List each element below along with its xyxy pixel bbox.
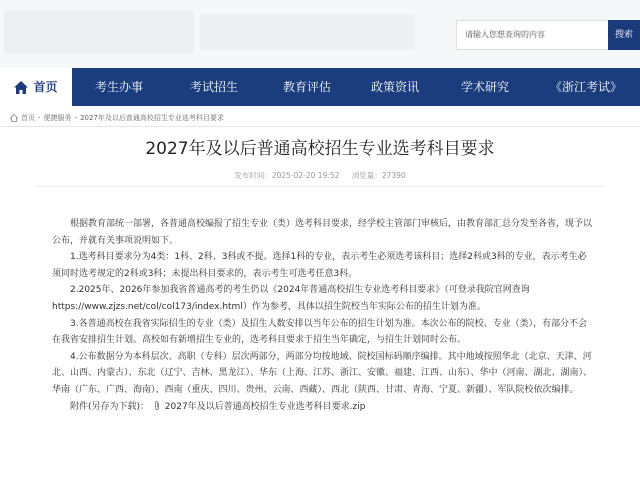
page-title: 2027年及以后普通高校招生专业选考科目要求 [145, 139, 495, 159]
breadcrumb-separator: - [38, 114, 41, 122]
search-button[interactable]: 搜索 [608, 20, 640, 50]
paperclip-icon [154, 401, 160, 410]
attachment-download-link[interactable]: 2027年及以后普通高校招生专业选考科目要求.zip [164, 401, 366, 412]
publish-time: 发布时间：2025-02-20 19:52 [234, 171, 340, 180]
site-name-banner [200, 14, 415, 50]
paragraph: 2.2025年、2026年参加我省普通高考的考生仍以《2024年普通高校招生专业选考科目要求》（可登录我院官网查询https://www.zjzs.net/col/col173/index.html）作为参考，具体以招生院校当年实际公布的招生计划为准。 [52, 285, 530, 312]
breadcrumb [10, 113, 224, 123]
paragraph: 3.各普通高校在我省实际招生的专业（类）及招生人数安排以当年公布的招生计划为准。本次公布的院校、专业（类），有部分不会在我省安排招生计划。高校如有新增招生专业的，选考科目要求于招生当年确定，与招生计划同时公布。 [52, 318, 588, 346]
paragraph: 根据教育部统一部署，各普通高校编报了招生专业（类）选考科目要求，经学校主管部门审核后，由教育部汇总分发至各省，现予以公布，并就有关事项说明如下。 [52, 219, 593, 246]
breadcrumb-separator: - [74, 114, 78, 122]
nav-item-zhejiang-exam-journal[interactable]: 《浙江考试》 [549, 80, 622, 94]
divider [0, 126, 640, 127]
nav-item-policy-news[interactable]: 政策资讯 [370, 80, 419, 94]
nav-item-education-assessment[interactable]: 教育评估 [282, 80, 331, 94]
attachment-line [52, 399, 592, 416]
site-logo[interactable] [4, 10, 194, 54]
nav-item-home[interactable] [0, 68, 72, 106]
paragraph: 1.选考科目要求分为4类：1科、2科、3科或不提。选择1科的专业，表示考生必须选考该科目；选择2科或3科的专业，表示考生必须同时选考规定的2科或3科；未提出科目要求的，表示考生可选考任意3科。 [52, 252, 587, 279]
search-input[interactable]: 请输入您想查询的内容 [456, 20, 608, 50]
paragraph: 4.公布数据分为本科层次、高职（专科）层次两部分，两部分均按地域、院校国标码顺序编排。其中地域按照华北（北京、天津、河北、山西、内蒙古）、东北（辽宁、吉林、黑龙江）、华东（上海、江苏、浙江、安徽、福建、江西、山东）、华中（河南、湖北、湖南）、华南（广东、广西、海南）、西南（重庆、四川、贵州、云南、西藏）、西北（陕西、甘肃、青海、宁夏、新疆）、军队院校依次编排。 [52, 351, 593, 395]
nav-item-candidate-services[interactable]: 考生办事 [94, 80, 143, 94]
breadcrumb-service[interactable]: 便捷服务 [43, 114, 72, 122]
nav-item-exam-admission[interactable]: 考试招生 [189, 80, 238, 94]
divider [36, 186, 604, 187]
article-body [52, 216, 592, 415]
main-nav [0, 68, 640, 106]
home-icon [14, 81, 28, 94]
breadcrumb-current: 2027年及以后普通高校招生专业选考科目要求 [80, 114, 224, 122]
home-icon [10, 114, 18, 122]
article-meta [0, 170, 640, 181]
nav-item-academic-research[interactable]: 学术研究 [460, 80, 509, 94]
attachment-label: 附件(另存为下载)： [70, 401, 150, 412]
nav-item-label: 首页 [33, 80, 58, 94]
header-bar [0, 0, 640, 68]
breadcrumb-home[interactable]: 首页 [21, 114, 35, 122]
view-count: 浏览量：27390 [351, 171, 406, 180]
